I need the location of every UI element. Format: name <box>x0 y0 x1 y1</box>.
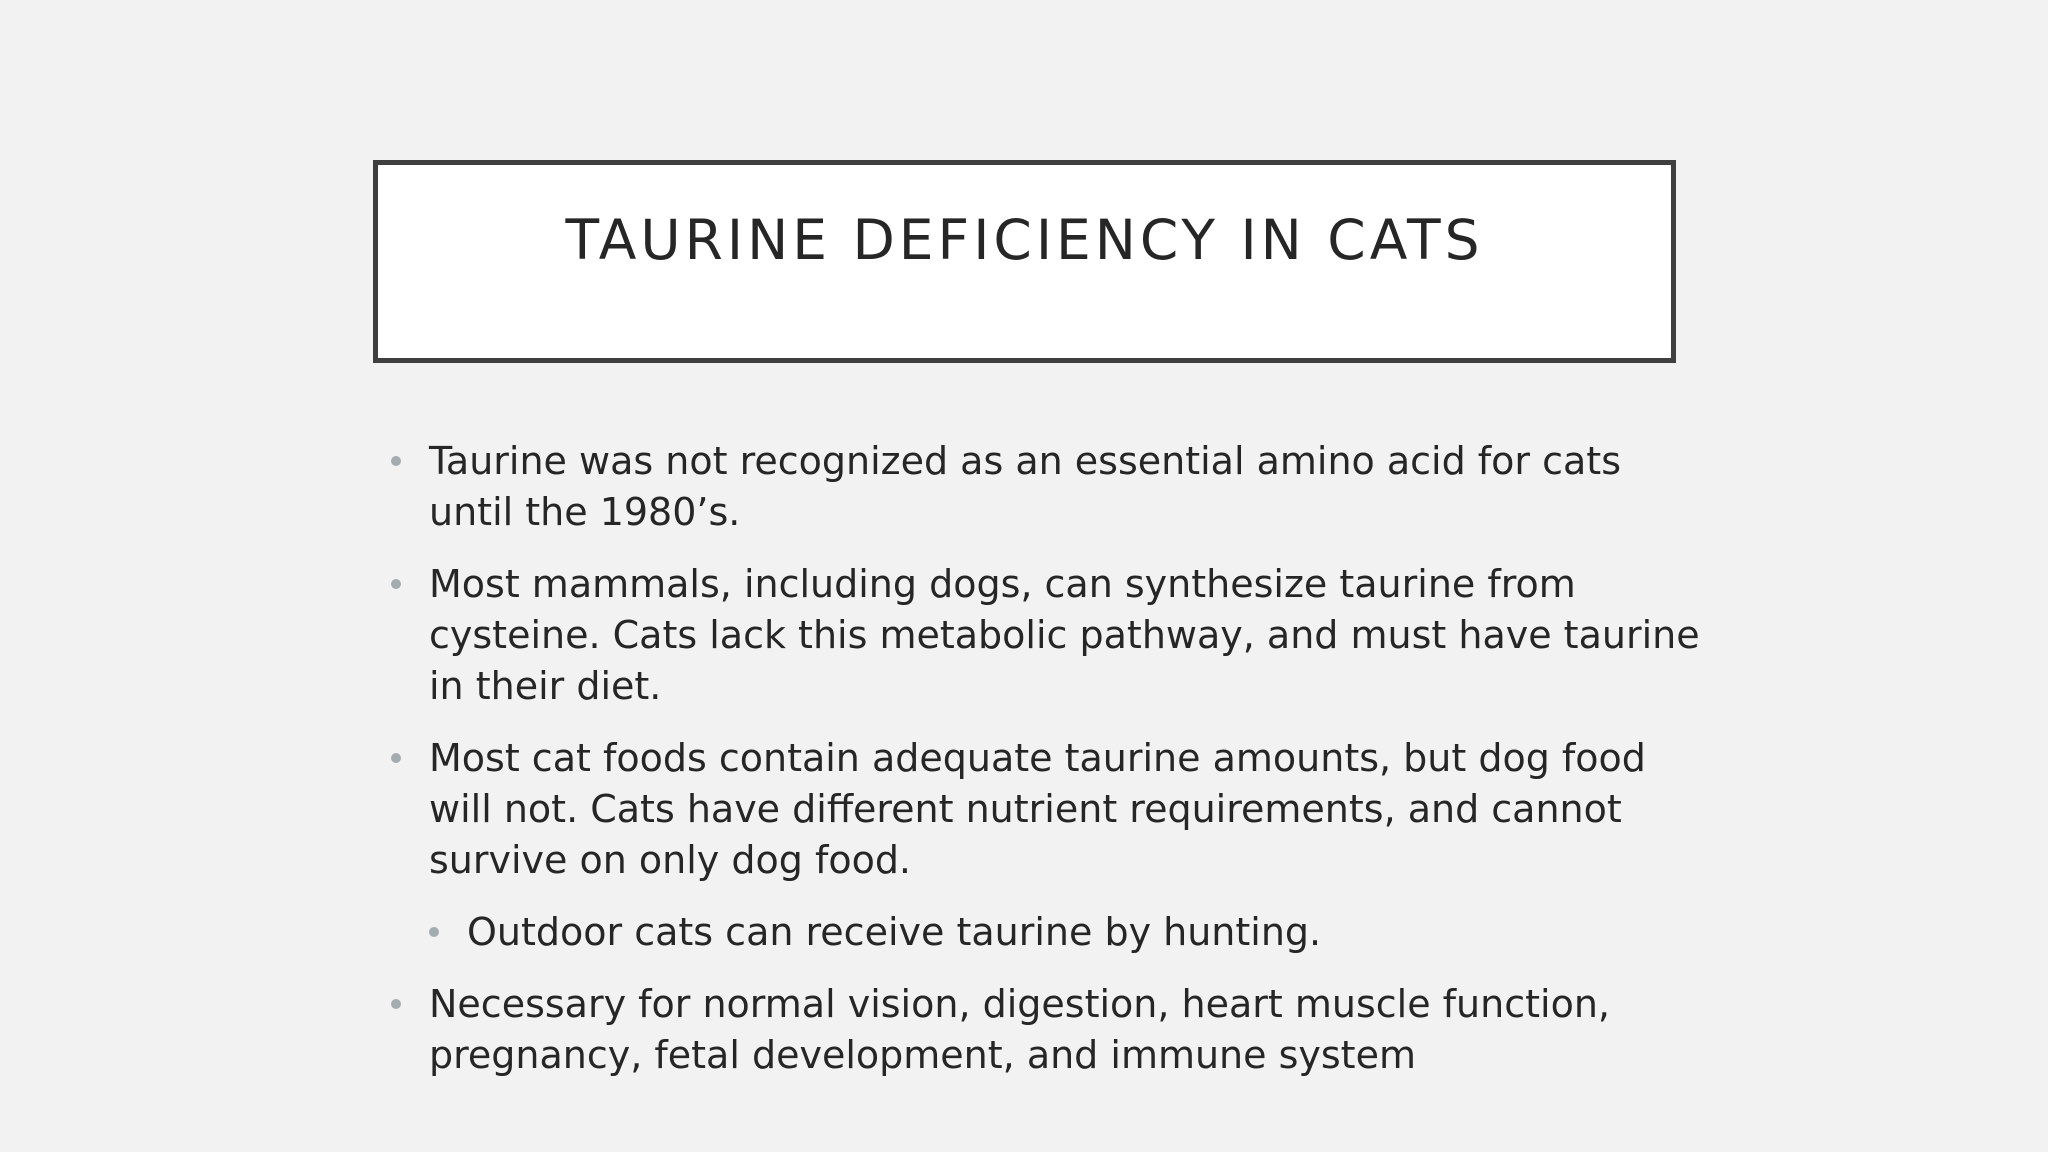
bullet-line: Outdoor cats can receive taurine by hunting. <box>467 910 1322 954</box>
bullet-dot-icon <box>391 456 401 466</box>
bullet-line: Most cat foods contain adequate taurine amounts, but dog food <box>429 736 1646 780</box>
bullet-dot-icon <box>391 579 401 589</box>
bullet-line: cysteine. Cats lack this metabolic pathway, and must have taurine <box>429 613 1700 657</box>
slide-title: TAURINE DEFICIENCY IN CATS <box>565 208 1484 272</box>
bullet-line: pregnancy, fetal development, and immune system <box>429 1033 1416 1077</box>
title-box <box>373 160 1676 363</box>
bullet-item <box>388 559 1700 712</box>
bullet-item <box>388 436 1678 538</box>
bullet-line: in their diet. <box>429 664 662 708</box>
bullet-line: Most mammals, including dogs, can synthesize taurine from <box>429 562 1576 606</box>
bullet-dot-icon <box>391 999 401 1009</box>
bullet-line: will not. Cats have different nutrient requirements, and cannot <box>429 787 1622 831</box>
bullet-dot-icon <box>429 927 439 937</box>
bullet-line: survive on only dog food. <box>429 838 912 882</box>
bullet-item <box>388 979 1678 1081</box>
bullet-item <box>388 733 1678 886</box>
bullet-dot-icon <box>391 753 401 763</box>
bullet-line: Necessary for normal vision, digestion, heart muscle function, <box>429 982 1610 1026</box>
sub-bullet-item <box>426 907 1678 958</box>
bullet-line: until the 1980’s. <box>429 490 741 534</box>
bullet-line: Taurine was not recognized as an essential amino acid for cats <box>429 439 1622 483</box>
bullet-list <box>388 436 1700 1102</box>
